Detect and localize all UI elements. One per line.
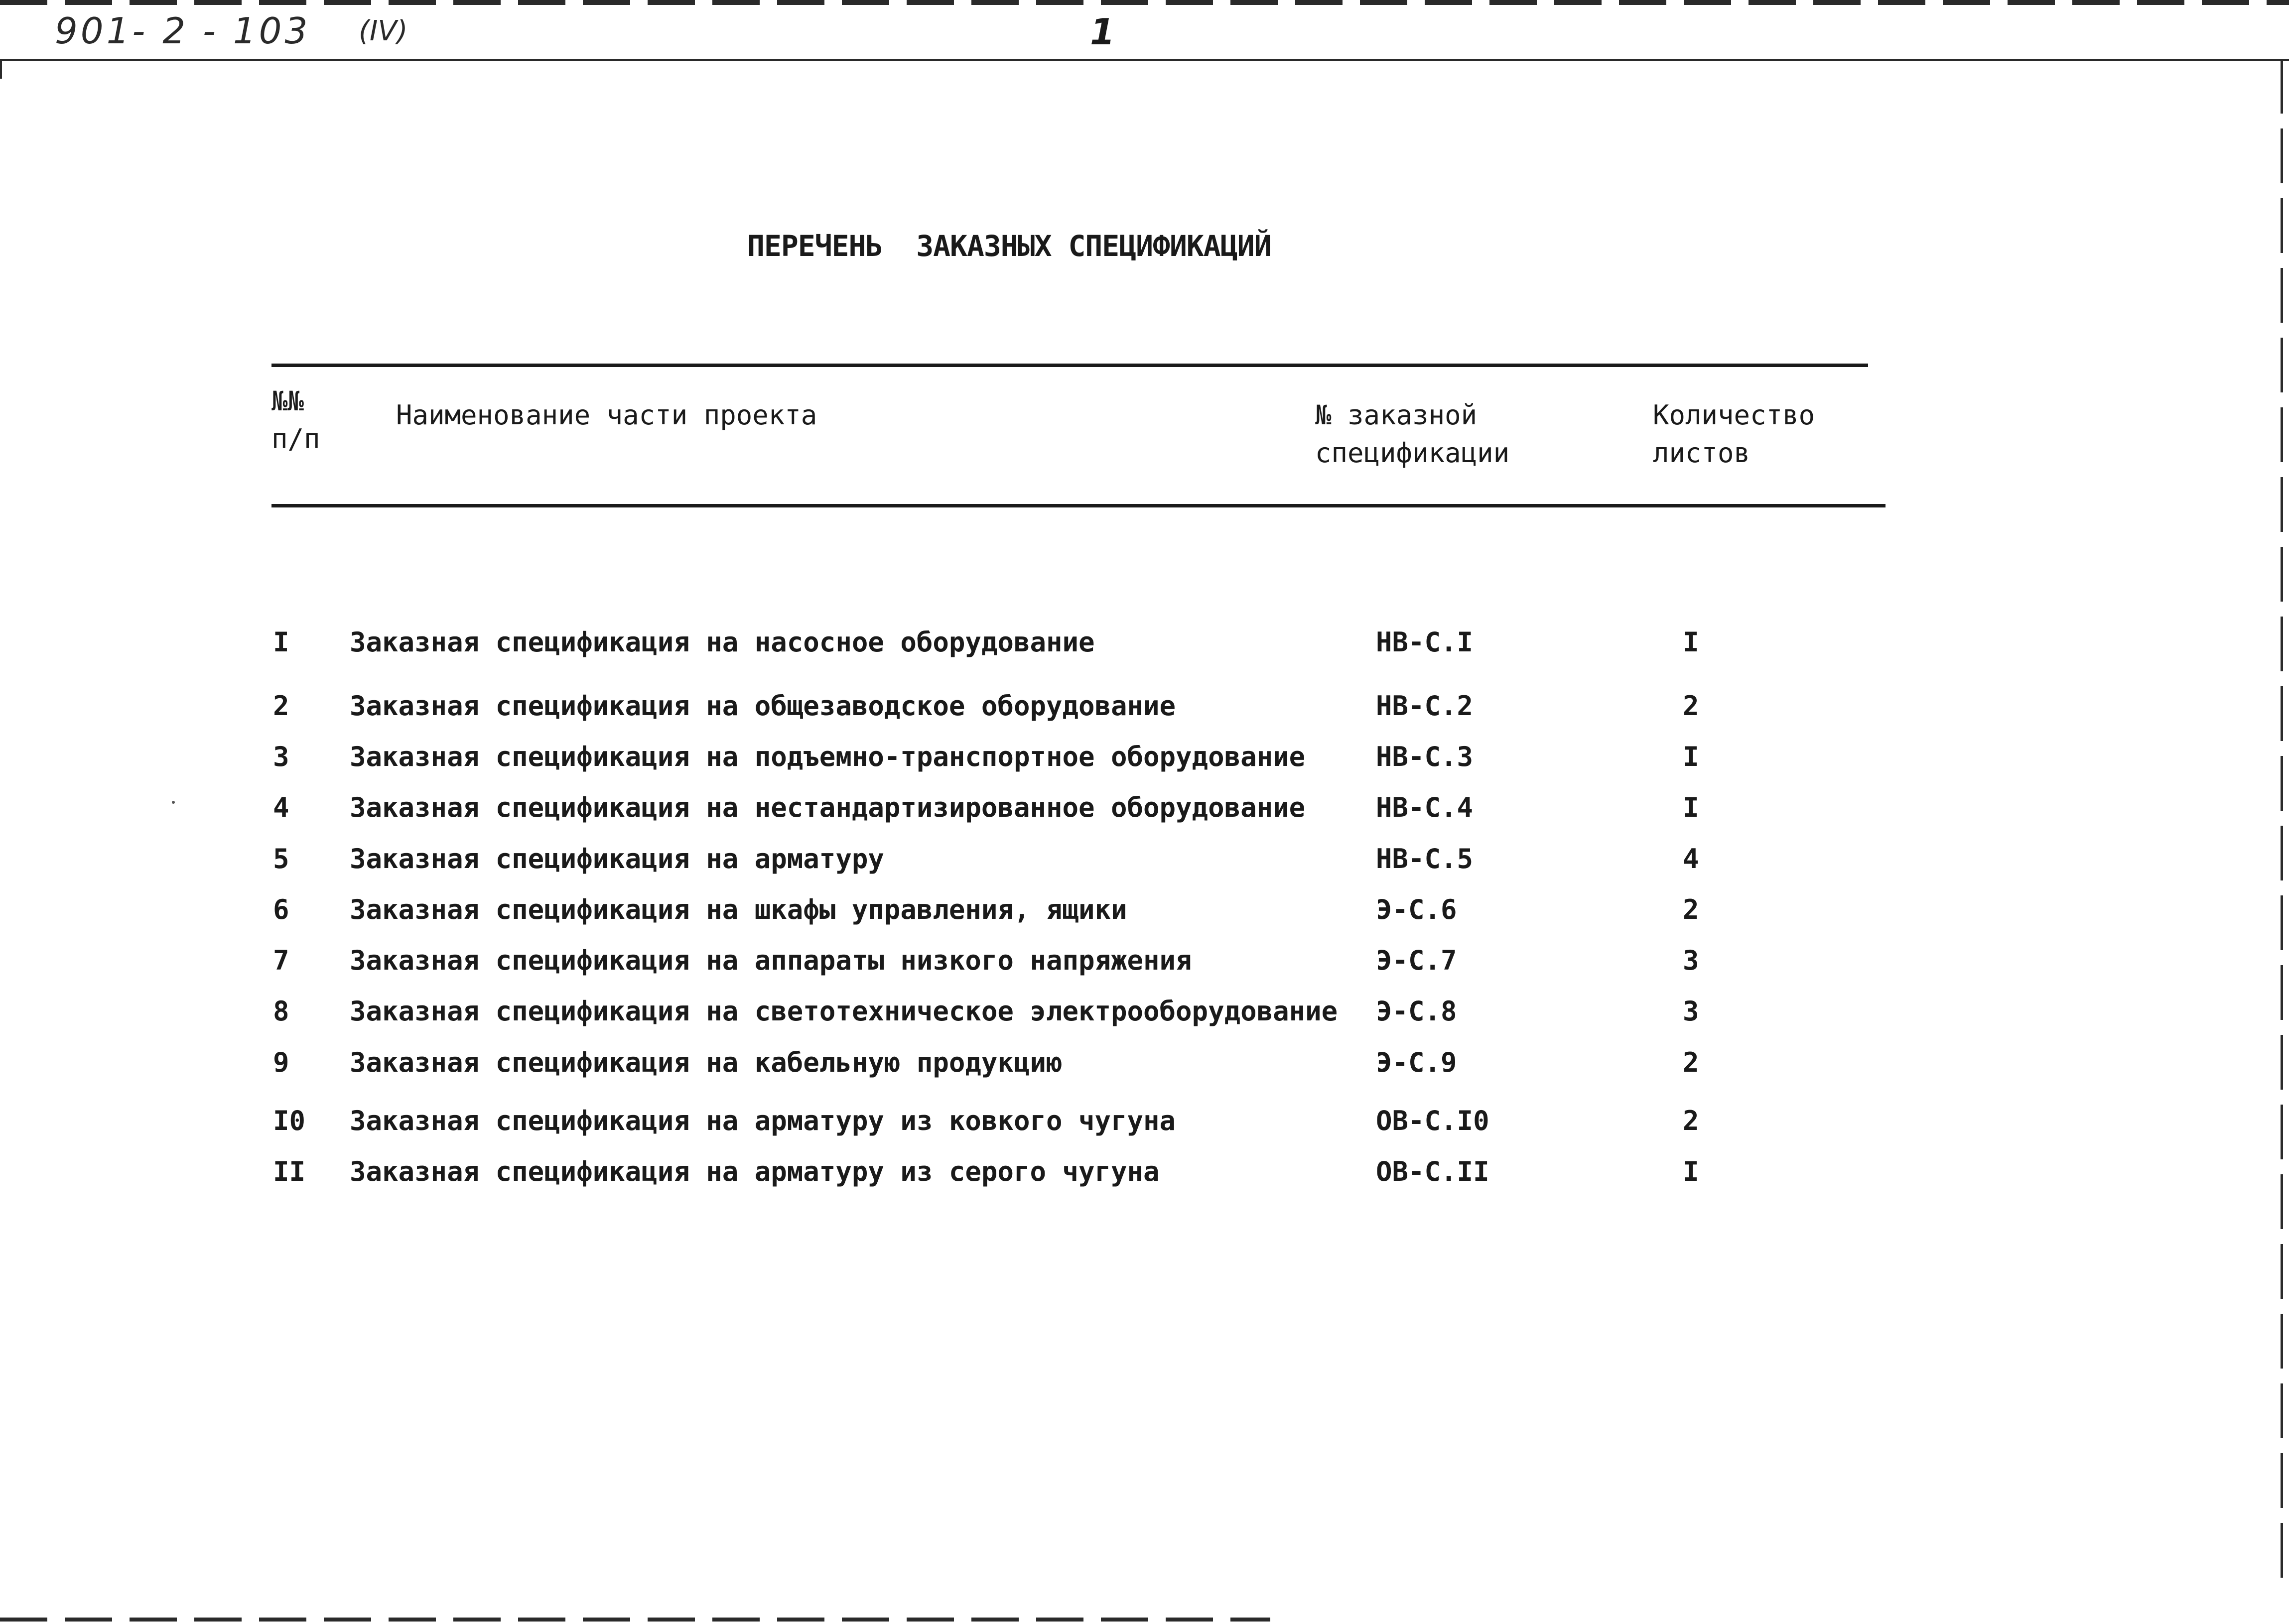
row-number: I0: [273, 1105, 306, 1136]
bottom-border: [0, 1618, 1270, 1622]
table-row: [0, 788, 2289, 828]
row-number: 2: [273, 690, 289, 722]
row-spec-number: НВ-С.3: [1376, 741, 1474, 772]
scan-speck: [172, 801, 175, 804]
table-row: [0, 992, 2289, 1031]
row-name: Заказная спецификация на светотехническое электрооборудование: [350, 996, 1338, 1027]
page-title: ПЕРЕЧЕНЬ ЗАКАЗНЫХ СПЕЦИФИКАЦИЙ: [747, 229, 1271, 263]
row-name: Заказная спецификация на арматуру из серого чугуна: [350, 1156, 1160, 1187]
row-number: 4: [273, 792, 289, 823]
row-name: Заказная спецификация на аппараты низкого напряжения: [350, 945, 1192, 976]
row-sheet-count: I: [1683, 626, 1699, 658]
page-number: 1: [1090, 11, 1115, 53]
row-spec-number: Э-С.6: [1376, 894, 1457, 925]
row-name: Заказная спецификация на подъемно-транспортное оборудование: [350, 741, 1306, 772]
table-row: [0, 686, 2289, 726]
column-header-spec-number: № заказной спецификации: [1315, 399, 1510, 469]
row-name: Заказная спецификация на арматуру: [350, 843, 884, 874]
row-name: Заказная спецификация на арматуру из ковкого чугуна: [350, 1105, 1176, 1136]
row-sheet-count: I: [1683, 1156, 1699, 1187]
table-row: [0, 890, 2289, 930]
row-sheet-count: 2: [1683, 1105, 1699, 1136]
row-number: II: [273, 1156, 306, 1187]
row-name: Заказная спецификация на общезаводское оборудование: [350, 690, 1176, 722]
row-sheet-count: 4: [1683, 843, 1699, 874]
table-row: [0, 941, 2289, 981]
column-header-number: №№ п/п: [271, 385, 320, 455]
row-name: Заказная спецификация на шкафы управления, ящики: [350, 894, 1127, 925]
row-sheet-count: 3: [1683, 996, 1699, 1027]
left-margin-tick: [0, 59, 2, 79]
row-spec-number: НВ-С.2: [1376, 690, 1474, 722]
row-spec-number: Э-С.9: [1376, 1047, 1457, 1078]
row-spec-number: Э-С.7: [1376, 945, 1457, 976]
row-spec-number: ОВ-С.II: [1376, 1156, 1489, 1187]
row-number: 8: [273, 996, 289, 1027]
row-name: Заказная спецификация на насосное оборудование: [350, 626, 1095, 658]
header-rule: [0, 59, 2289, 61]
document-mark: (IV): [359, 15, 408, 47]
row-number: 3: [273, 741, 289, 772]
table-header-rule: [271, 504, 1885, 507]
row-number: 5: [273, 843, 289, 874]
row-number: 9: [273, 1047, 289, 1078]
table-top-rule: [271, 364, 1868, 367]
row-spec-number: ОВ-С.I0: [1376, 1105, 1489, 1136]
row-sheet-count: I: [1683, 792, 1699, 823]
column-header-name: Наименование части проекта: [396, 399, 817, 431]
table-row: [0, 1101, 2289, 1141]
row-spec-number: НВ-С.5: [1376, 843, 1474, 874]
row-sheet-count: 3: [1683, 945, 1699, 976]
row-sheet-count: 2: [1683, 1047, 1699, 1078]
row-number: 6: [273, 894, 289, 925]
document-code: 901- 2 - 103: [55, 10, 311, 52]
row-sheet-count: 2: [1683, 894, 1699, 925]
row-spec-number: НВ-С.4: [1376, 792, 1474, 823]
row-name: Заказная спецификация на кабельную продукцию: [350, 1047, 1063, 1078]
row-number: 7: [273, 945, 289, 976]
row-number: I: [273, 626, 289, 658]
table-row: [0, 737, 2289, 777]
row-name: Заказная спецификация на нестандартизированное оборудование: [350, 792, 1306, 823]
row-sheet-count: 2: [1683, 690, 1699, 722]
row-spec-number: Э-С.8: [1376, 996, 1457, 1027]
table-row: [0, 1043, 2289, 1083]
table-row: [0, 623, 2289, 662]
row-sheet-count: I: [1683, 741, 1699, 772]
table-row: [0, 1152, 2289, 1192]
column-header-sheet-count: Количество листов: [1653, 399, 1815, 469]
row-spec-number: НВ-С.I: [1376, 626, 1474, 658]
top-border: [0, 0, 2289, 5]
table-row: [0, 839, 2289, 879]
